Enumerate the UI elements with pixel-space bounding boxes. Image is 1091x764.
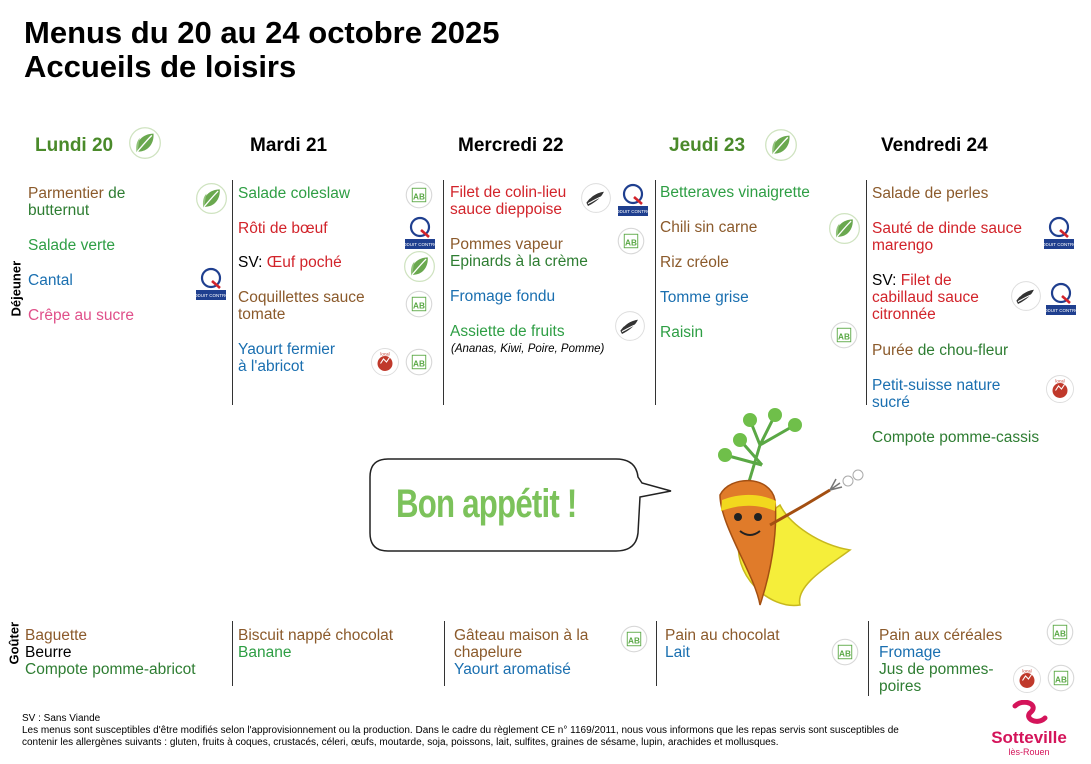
menu-item: Salade coleslaw (238, 185, 351, 202)
organic-ab-icon (404, 289, 434, 319)
gouter-label: Goûter (6, 621, 22, 665)
menu-item: Salade de perles (872, 185, 989, 202)
menu-item: Chili sin carne (660, 219, 758, 236)
menu-item: Tomme grise (660, 289, 749, 306)
menu-item: Petit-suisse nature sucré (872, 377, 1001, 411)
snack-lundi: Baguette Beurre Compote pomme-abricot (25, 627, 196, 678)
menu-item: Raisin (660, 324, 704, 341)
vegetarian-leaf-icon (128, 126, 162, 160)
menu-item: Pommes vapeur Epinards à la crème (450, 236, 588, 270)
day-header-lundi: Lundi 20 (35, 135, 114, 156)
page-title (24, 16, 500, 84)
column-divider (866, 180, 867, 405)
column-divider (655, 180, 656, 405)
menu-item: Compote pomme-cassis (872, 429, 1040, 446)
menu-item-detail: (Ananas, Kiwi, Poire, Pomme) (451, 343, 605, 355)
menu-item: Coquillettes sauce tomate (238, 289, 365, 323)
organic-ab-icon (830, 637, 860, 667)
title-line-2: Accueils de loisirs (24, 49, 297, 84)
vegetarian-leaf-icon (195, 182, 228, 215)
dejeuner-label: Déjeuner (8, 260, 24, 317)
local-product-icon (1012, 664, 1042, 694)
menu-item: Sauté de dinde sauce marengo (872, 220, 1022, 254)
snack-mardi: Biscuit nappé chocolat Banane (238, 627, 394, 661)
menu-item: SV: Œuf poché (238, 254, 342, 271)
menu-item: Crêpe au sucre (28, 307, 134, 324)
sotteville-logo-icon (1009, 700, 1049, 728)
disclaimer-line-2: contenir les allergènes suivants : gluten, fruits à coques, crustacés, céleri, œufs, moutarde, soja, poissons, lait, sulfites, graines de sésame, lupin, arachides et mollusques. (22, 737, 779, 748)
sv-note: SV : Sans Viande (22, 713, 101, 724)
sustainable-fishing-icon (1010, 280, 1042, 312)
day-header-vendredi: Vendredi 24 (881, 135, 988, 156)
sotteville-logo (974, 700, 1084, 757)
organic-ab-icon (1046, 663, 1076, 693)
snack-jeudi: Pain au chocolat Lait (665, 627, 780, 661)
sustainable-fishing-icon (580, 182, 612, 214)
logo-name: Sotteville (991, 728, 1067, 747)
menu-item: Rôti de bœuf (238, 220, 328, 237)
bon-appetit-text: Bon appétit ! (396, 482, 577, 526)
menu-item: Filet de colin-lieu sauce dieppoise (450, 184, 567, 218)
logo-sub: lès-Rouen (1008, 747, 1050, 757)
menu-item: Parmentier de butternut (28, 185, 126, 219)
menu-item: Fromage fondu (450, 288, 556, 305)
organic-ab-icon (616, 226, 646, 256)
title-line-1: Menus du 20 au 24 octobre 2025 (24, 15, 500, 50)
day-header-mercredi: Mercredi 22 (458, 135, 564, 156)
column-divider (656, 621, 657, 686)
menu-item: Betteraves vinaigrette (660, 184, 810, 201)
label-rouge-icon (405, 215, 435, 249)
vegetarian-leaf-icon (764, 128, 798, 162)
label-rouge-icon (196, 266, 226, 300)
menu-item: Cantal (28, 272, 73, 289)
column-divider (232, 180, 233, 405)
menu-item: Riz créole (660, 254, 729, 271)
vegetarian-leaf-icon (403, 250, 436, 283)
column-divider (868, 621, 869, 696)
menu-item: Purée de chou-fleur (872, 342, 1009, 359)
organic-ab-icon (404, 347, 434, 377)
column-divider (443, 180, 444, 405)
local-product-icon (1045, 374, 1075, 404)
organic-ab-icon (1045, 617, 1075, 647)
day-header-mardi: Mardi 21 (250, 135, 328, 156)
vegetarian-leaf-icon (828, 212, 861, 245)
carrot-mascot-icon (700, 405, 890, 615)
organic-ab-icon (619, 624, 649, 654)
day-header-jeudi: Jeudi 23 (669, 135, 746, 156)
menu-item: Yaourt fermier à l'abricot (238, 341, 336, 375)
column-divider (232, 621, 233, 686)
label-rouge-icon (1044, 215, 1074, 249)
column-divider (444, 621, 445, 686)
footer-notes (22, 713, 962, 749)
menu-item: Salade verte (28, 237, 116, 254)
menu-item: Assiette de fruits (450, 323, 565, 340)
disclaimer-line-1: Les menus sont susceptibles d'être modifiés selon l'approvisionnement ou la production. Dans le cadre du règlement CE n° 1169/2011, nous vous informons que les repas servis sont susceptibles de (22, 725, 899, 736)
organic-ab-icon (829, 320, 859, 350)
label-rouge-icon (618, 182, 648, 216)
local-product-icon (370, 347, 400, 377)
label-rouge-icon (1046, 281, 1076, 315)
sustainable-fishing-icon (614, 310, 646, 342)
organic-ab-icon (404, 180, 434, 210)
snack-mercredi: Gâteau maison à la chapelure Yaourt aromatisé (454, 627, 589, 678)
menu-item: SV: Filet de cabillaud sauce citronnée (872, 272, 979, 323)
snack-vendredi: Pain aux céréales Fromage Jus de pommes- poires (879, 627, 1003, 695)
